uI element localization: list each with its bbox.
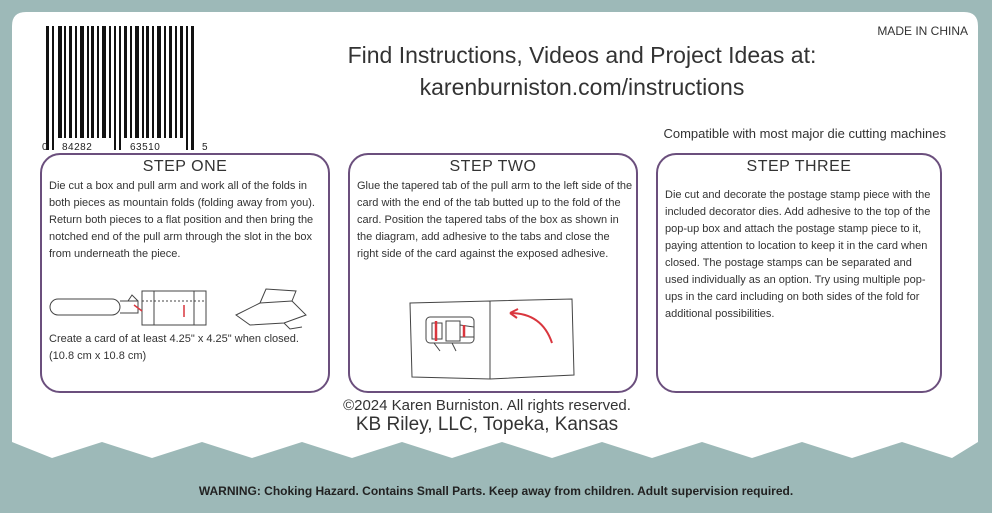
step-one-note: Create a card of at least 4.25" x 4.25" when closed. (10.8 cm x 10.8 cm) [49, 333, 299, 362]
barcode-digit-system: 0 [42, 142, 49, 153]
company-address: KB Riley, LLC, Topeka, Kansas [355, 414, 619, 435]
step-one-diagram [46, 287, 316, 331]
step-three-body: Die cut and decorate the postage stamp piece with the included decorator dies. Add adhesive to the top of the pop-up box and attach the postage stamp piece to it, paying attention to location to keep it in the card when closed. The postage stamps can be separated and used individually as an option. Try using multiple pop-ups in the card including on both sides of the fold for additional possibilities. [665, 189, 931, 320]
step-one-box [40, 153, 330, 393]
barcode-digit-right: 63510 [130, 142, 161, 153]
step-two-title: STEP TWO [449, 158, 537, 175]
step-three-title: STEP THREE [746, 158, 852, 175]
compatibility-note: Compatible with most major die cutting machines [663, 126, 946, 141]
step-one-body: Die cut a box and pull arm and work all of the folds in both pieces as mountain folds (folding away from you). Return both pieces to a flat position and then bring the notched end of the pull arm through the slot in the box from underneath the piece. [49, 180, 315, 260]
step-three-box [656, 153, 942, 393]
step-two-diagram [406, 297, 576, 383]
copyright-notice: ©2024 Karen Burniston. All rights reserved. [343, 397, 631, 414]
step-one-title: STEP ONE [142, 158, 228, 175]
barcode-digit-check: 5 [202, 142, 209, 153]
barcode [44, 26, 204, 154]
barcode-digit-left: 84282 [62, 142, 93, 153]
choking-hazard-warning: WARNING: Choking Hazard. Contains Small Parts. Keep away from children. Adult supervision required. [198, 484, 794, 498]
package-card [12, 12, 978, 482]
headline-line1: Find Instructions, Videos and Project Ideas at: [347, 42, 817, 68]
made-in-label: MADE IN CHINA [877, 24, 968, 38]
step-two-body: Glue the tapered tab of the pull arm to the left side of the card with the end of the tab butted up to the fold of the card. Position the tapered tabs of the box as shown in the diagram, add adhesive to the tabs and close the right side of the card against the exposed adhesive. [357, 180, 633, 260]
headline-url: karenburniston.com/instructions [419, 74, 745, 100]
step-two-box [348, 153, 638, 393]
